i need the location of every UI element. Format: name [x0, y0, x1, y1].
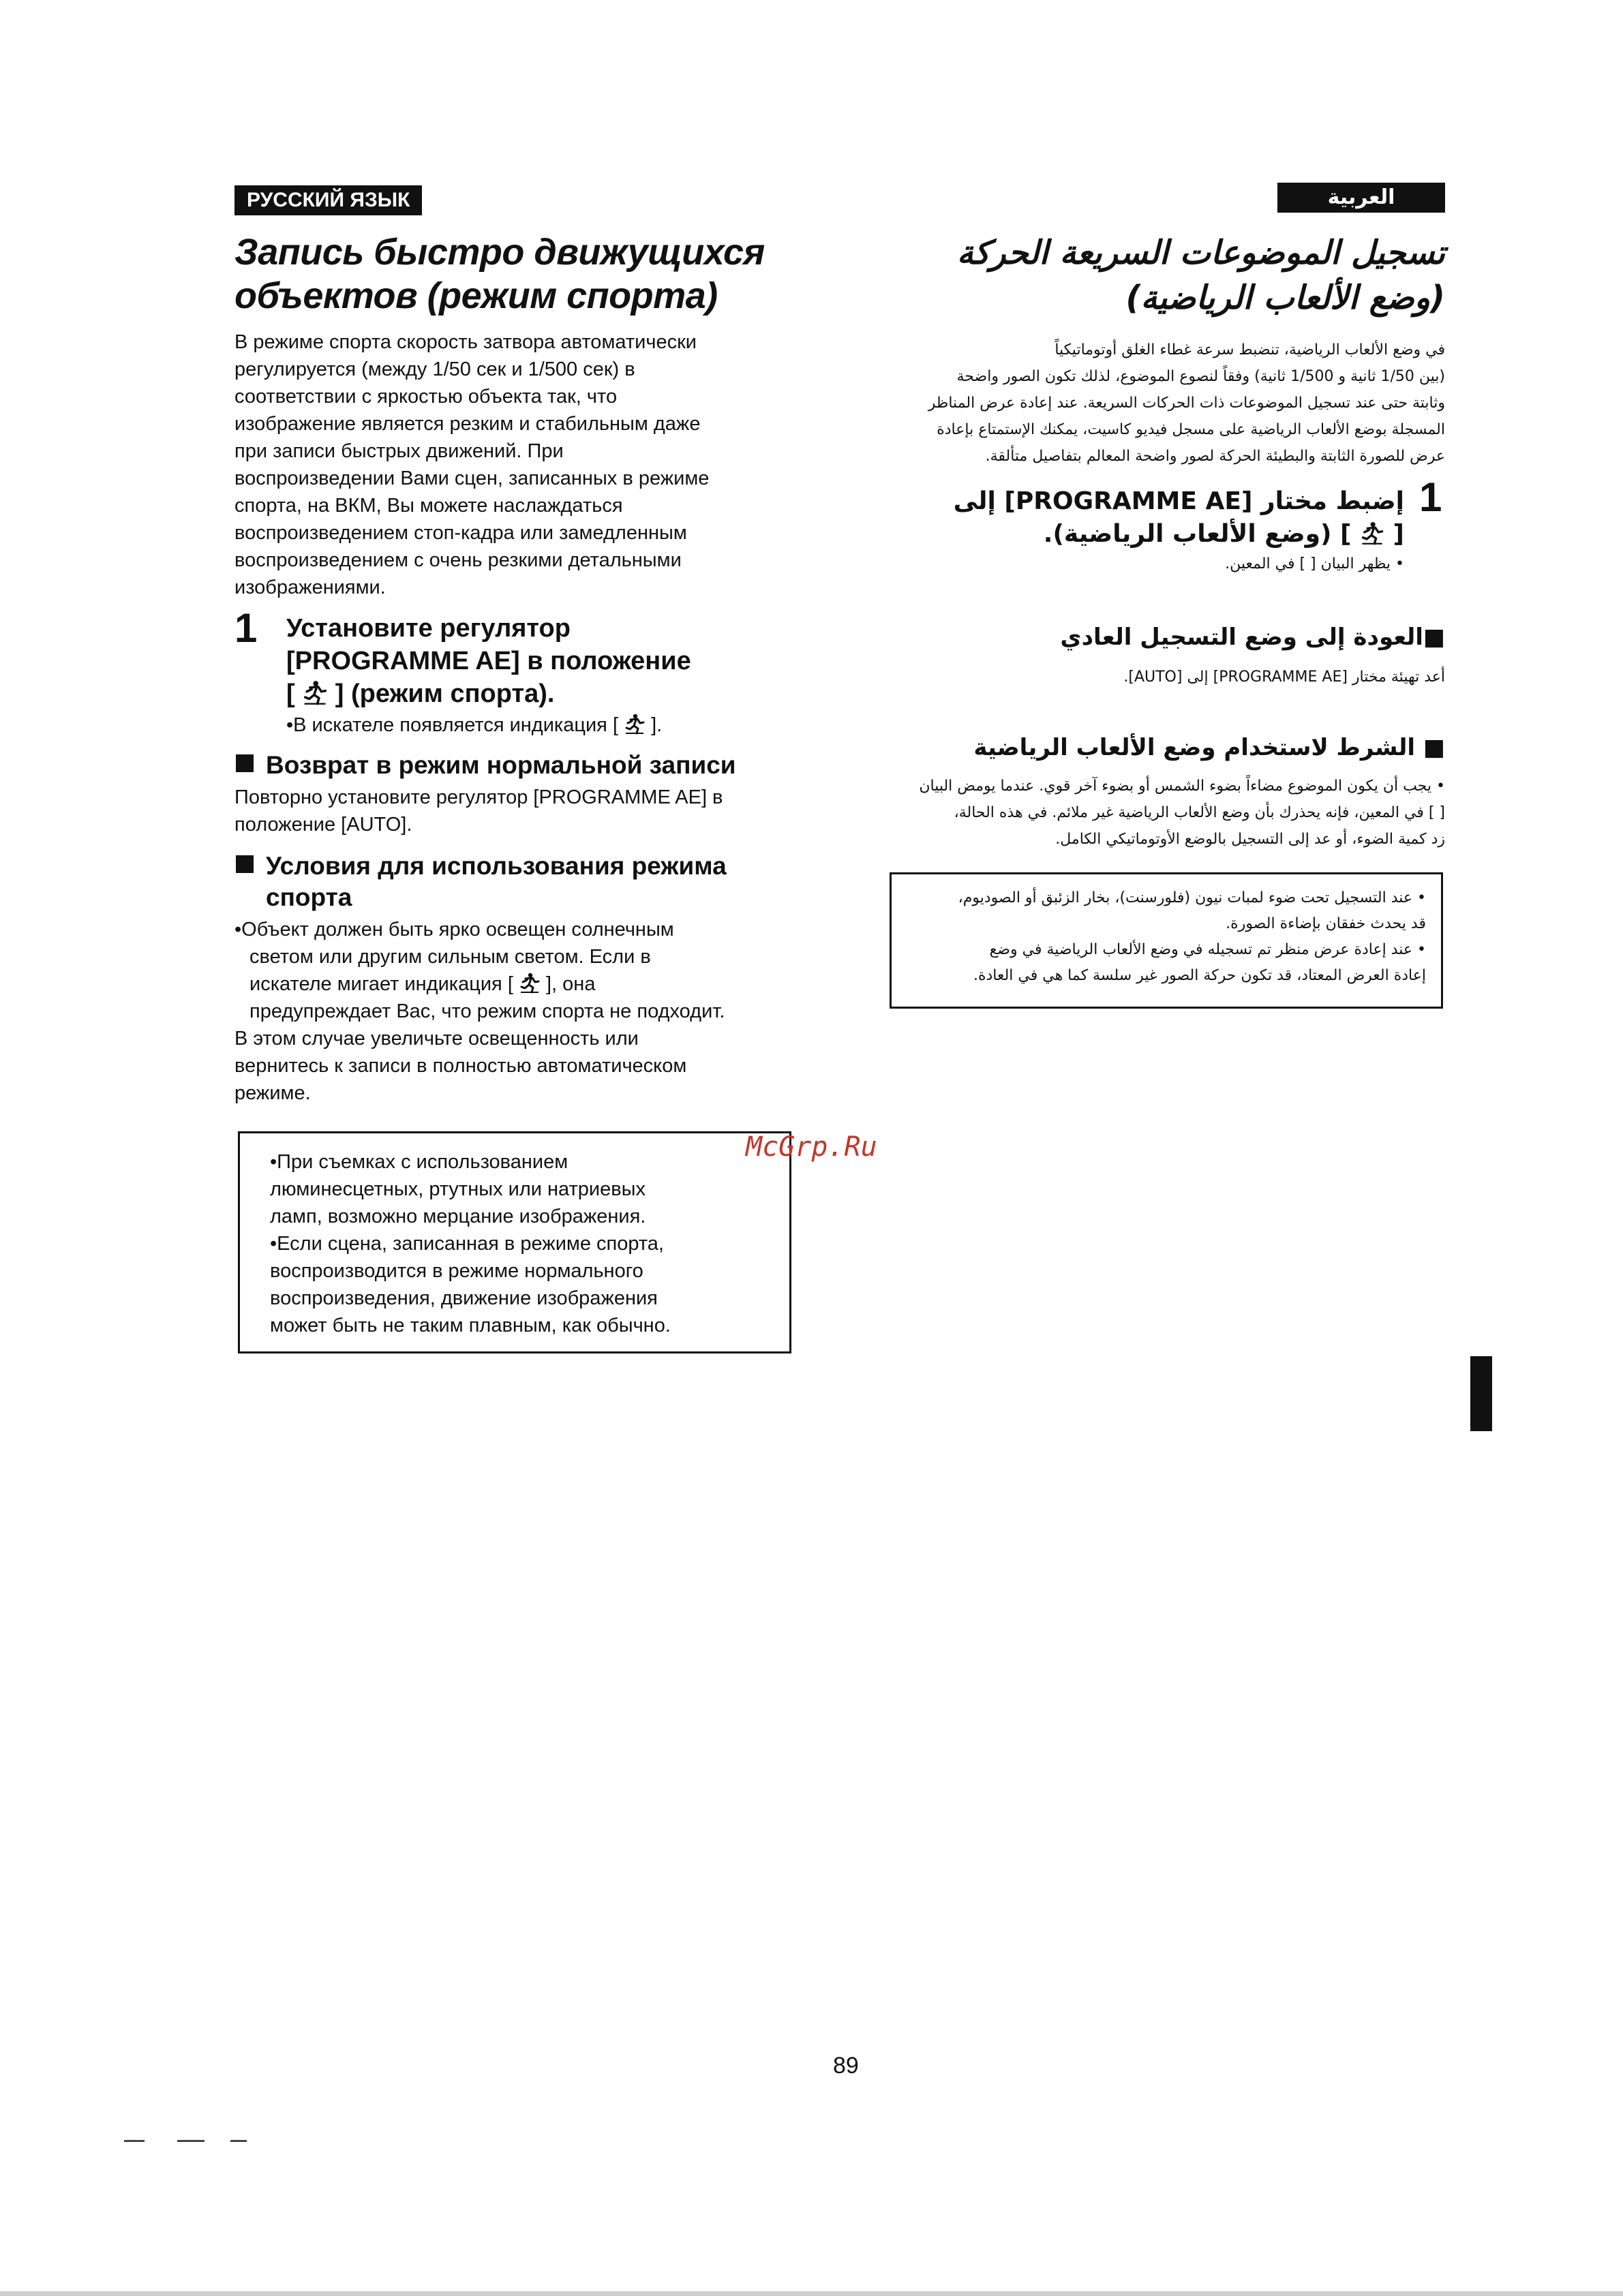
- ru-conditions-line: вернитесь к записи в полностью автоматическом: [234, 1055, 687, 1077]
- ar-step-heading-line: [907, 518, 1404, 551]
- ar-note-line: • عند التسجيل تحت ضوء لمبات نيون (فلورسنت)، بخار الزئبق أو الصوديوم،: [958, 889, 1426, 906]
- square-bullet-icon: [236, 754, 254, 772]
- ru-note-box: [238, 1131, 791, 1353]
- ar-section-conditions-text: [886, 773, 1445, 853]
- ru-section-return-line: Повторно установите регулятор [PROGRAMME AE] в: [234, 786, 723, 808]
- ru-note-line: воспроизведения, движение изображения: [270, 1287, 658, 1309]
- ru-note-item: [270, 1148, 773, 1230]
- ru-section-conditions-title: Условия для использования режима: [266, 852, 727, 880]
- ru-step1: [286, 612, 804, 739]
- ar-note-line: إعادة العرض المعتاد، قد تكون حركة الصور غير سلسة كما هي في العادة.: [973, 967, 1426, 984]
- ru-intro-line: изображениями.: [234, 577, 386, 598]
- scan-mark: [177, 2140, 204, 2142]
- ru-note-line: воспроизводится в режиме нормального: [270, 1260, 643, 1282]
- ar-title-line: تسجيل الموضوعات السريعة الحركة: [956, 234, 1445, 272]
- ru-conditions-line: [234, 970, 800, 998]
- ru-language-tab: РУССКИЙ ЯЗЫК: [234, 185, 422, 215]
- ru-step-note-end: ].: [651, 714, 663, 736]
- ru-section-return-text: [234, 784, 723, 838]
- ru-conditions-line: предупреждает Вас, что режим спорта не подходит.: [249, 1000, 725, 1022]
- ru-note-line: люминесцетных, ртутных или натриевых: [270, 1178, 646, 1200]
- ru-note-line: может быть не таким плавным, как обычно.: [270, 1315, 671, 1336]
- ru-step-number: 1: [234, 605, 258, 651]
- ar-step-heading-text: (وضع الألعاب الرياضية).: [1043, 520, 1332, 548]
- ar-note-line: • عند إعادة عرض منظر تم تسجيله في وضع الألعاب الرياضية في وضع: [989, 941, 1426, 958]
- ru-step-bracket-open: [: [286, 679, 295, 708]
- ar-step-heading-text: إضبط مختار [PROGRAMME AE] إلى: [953, 487, 1404, 515]
- ar-section-return-text: أعد تهيئة مختار [PROGRAMME AE] إلى [AUTO].: [1123, 669, 1445, 686]
- ar-intro-line: المسجلة بوضع الألعاب الرياضية على مسجل فيديو كاسيت، يمكنك الإستمتاع بإعادة: [937, 421, 1445, 438]
- square-bullet-icon: [236, 855, 254, 873]
- ru-note-item: [270, 1230, 773, 1339]
- ar-section-conditions-heading: ■ الشرط لاستخدام وضع الألعاب الرياضية: [973, 734, 1445, 761]
- ru-conditions-line: В этом случае увеличьте освещенность или: [234, 1028, 639, 1050]
- ru-conditions-line: светом или другим сильным светом. Если в: [249, 946, 651, 968]
- ar-step-bracket: ]: [1340, 520, 1352, 548]
- ru-conditions-text: ], она: [546, 973, 596, 995]
- ru-step-heading-line: [PROGRAMME AE] в положение: [286, 647, 691, 675]
- ar-language-tab: العربية: [1277, 183, 1445, 213]
- sports-mode-icon: [624, 713, 646, 735]
- ar-intro: [886, 337, 1445, 470]
- ru-intro-line: соответствии с яркостью объекта так, что: [234, 386, 618, 408]
- sports-mode-icon: [1360, 521, 1384, 545]
- scan-mark: [124, 2140, 145, 2142]
- ru-intro-line: воспроизведением стоп-кадра или замедленным: [234, 522, 687, 544]
- ar-note-line: قد يحدث خفقان بإضاءة الصورة.: [1226, 915, 1426, 932]
- ru-step-heading-line: Установите регулятор: [286, 614, 571, 643]
- ar-section-return-heading: ■العودة إلى وضع التسجيل العادي: [1060, 624, 1445, 651]
- ar-title-line: (وضع الألعاب الرياضية): [1125, 279, 1445, 317]
- page-edge-marker: [1470, 1356, 1492, 1431]
- ru-section-conditions-title-cont: спорта: [266, 883, 352, 911]
- ru-title-line: Запись быстро движущихся: [234, 232, 765, 273]
- sports-mode-icon: [519, 972, 541, 994]
- sports-mode-icon: [302, 679, 328, 705]
- ar-step-number: 1: [1419, 474, 1442, 520]
- ru-note-line: •Если сцена, записанная в режиме спорта,: [270, 1233, 664, 1255]
- ar-intro-line: (بين 1/50 ثانية و 1/500 ثانية) وفقاً لنصوع الموضوع، لذلك تكون الصور واضحة: [956, 368, 1445, 385]
- ru-title: [234, 230, 765, 318]
- ru-step-note-text: •В искателе появляется индикация [: [286, 714, 618, 736]
- watermark: McGrp.Ru: [746, 1131, 877, 1163]
- ar-intro-line: عرض للصورة الثابتة والبطيئة الحركة لصور واضحة المعالم بتفاصيل متألقة.: [985, 448, 1445, 465]
- ru-section-conditions-heading: [236, 851, 727, 913]
- ar-step-heading-line: [907, 485, 1404, 518]
- ar-conditions-line: [ ] في المعين، فإنه يحذرك بأن وضع الألعاب الرياضية غير ملائم. في هذه الحالة،: [954, 804, 1445, 821]
- ru-note-line: •При съемках с использованием: [270, 1151, 568, 1173]
- ru-step-note: [286, 711, 804, 739]
- ar-step-bracket: [: [1393, 520, 1404, 548]
- ru-intro: [234, 328, 780, 601]
- ru-intro-line: регулируется (между 1/50 сек и 1/500 сек) в: [234, 358, 635, 380]
- ru-conditions-line: режиме.: [234, 1082, 311, 1104]
- page-number: 89: [833, 2053, 859, 2079]
- scan-edge: [0, 2291, 1623, 2296]
- ru-conditions-line: •Объект должен быть ярко освещен солнечным: [234, 919, 674, 940]
- ru-section-conditions-text: [234, 916, 800, 1107]
- ru-note-line: ламп, возможно мерцание изображения.: [270, 1206, 646, 1227]
- ru-intro-line: изображение является резким и стабильным даже: [234, 413, 701, 435]
- ar-conditions-line: • يجب أن يكون الموضوع مضاءاً بضوء الشمس أو بضوء آخر قوي. عندما يومض البيان: [919, 778, 1445, 795]
- ru-title-line: объектов (режим спорта): [234, 275, 718, 316]
- ar-conditions-line: زد كمية الضوء، أو عد إلى التسجيل بالوضع الأوتوماتيكي الكامل.: [1055, 831, 1445, 848]
- ru-intro-line: В режиме спорта скорость затвора автоматически: [234, 331, 697, 353]
- ar-title: [866, 230, 1445, 320]
- ru-intro-line: воспроизведении Вами сцен, записанных в режиме: [234, 468, 710, 489]
- ru-step-heading-line: [286, 677, 804, 710]
- ru-section-return-heading: [236, 750, 736, 781]
- ru-section-return-title: Возврат в режим нормальной записи: [266, 751, 736, 779]
- ar-intro-line: وثابتة حتى عند تسجيل الموضوعات ذات الحركات السريعة. عند إعادة عرض المناظر: [928, 395, 1445, 412]
- ru-conditions-text: искателе мигает индикация [: [249, 973, 513, 995]
- ru-intro-line: воспроизведением с очень резкими детальными: [234, 549, 682, 571]
- ru-intro-line: спорта, на ВКМ, Вы можете наслаждаться: [234, 495, 623, 517]
- ru-step-bracket-close: ] (режим спорта).: [335, 679, 555, 708]
- ru-intro-line: при записи быстрых движений. При: [234, 440, 564, 462]
- ar-note-box: [890, 872, 1443, 1009]
- ar-step-note: • يظهر البيان [ ] في المعين.: [1225, 555, 1404, 572]
- ru-section-return-line: положение [AUTO].: [234, 814, 412, 836]
- scan-mark: [230, 2140, 247, 2142]
- ar-intro-line: في وضع الألعاب الرياضية، تنضبط سرعة غطاء الغلق أوتوماتيكياً: [1055, 341, 1445, 358]
- ar-step1: [907, 485, 1404, 577]
